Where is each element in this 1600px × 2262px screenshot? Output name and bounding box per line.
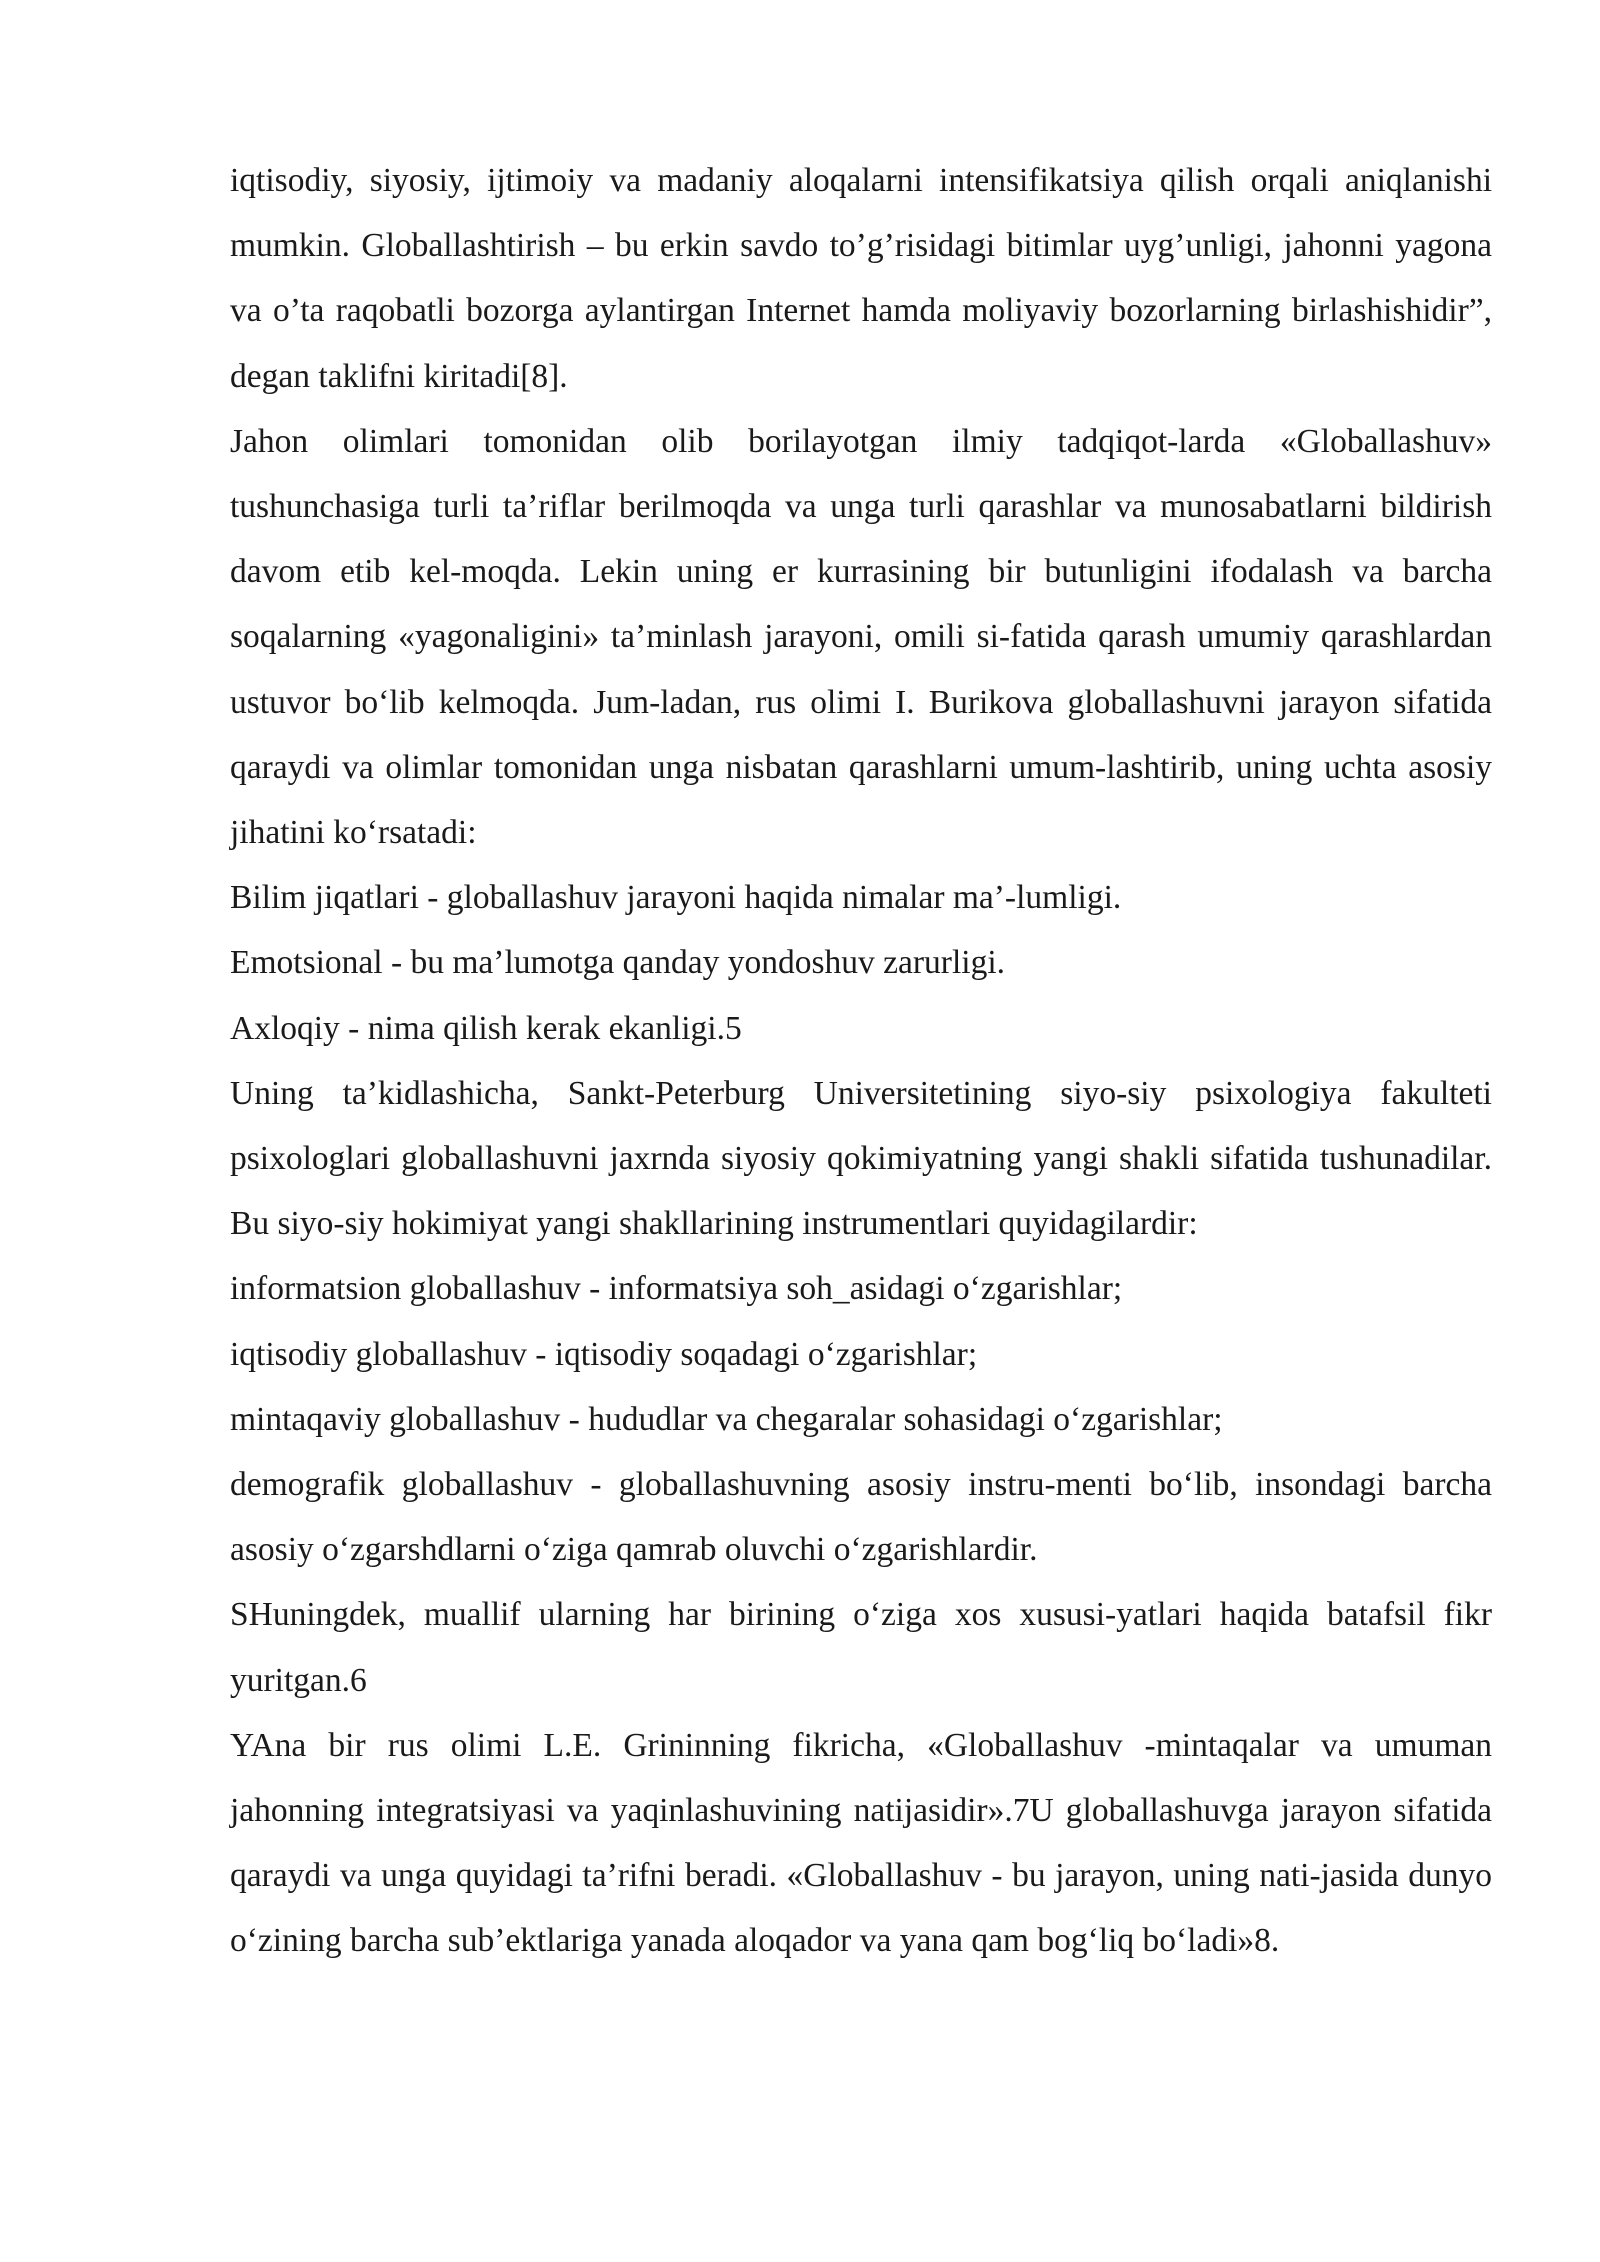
paragraph-informational-globalization: informatsion globallashuv - informatsiya soh_asidagi o‘zgarishlar; [230,1270,1123,1308]
paragraph-grinin-opinion: YAna bir rus olimi L.E. Grininning fikricha, «Globallashuv -mintaqalar va umuman jahonning integratsiyasi va yaqinlashuvining natijasidir».7U globallashuvga jarayon sifatida qaraydi va unga quyidagi ta’rifni beradi. «Globallashuv - bu jarayon, uning nati-jasida dunyo o‘zining barcha sub’ektlariga yanada aloqador va yana qam bog‘liq bo‘ladi»8. [230,1726,1492,1960]
paragraph-demographic-globalization: demografik globallashuv - globallashuvning asosiy instru-menti bo‘lib, insondagi barcha asosiy o‘zgarshdlarni o‘ziga qamrab oluvchi o‘zgarishlardir. [230,1466,1492,1569]
paragraph-emotional-aspect: Emotsional - bu ma’lumotga qanday yondoshuv zarurligi. [230,944,1005,982]
paragraph-spb-university: Uning ta’kidlashicha, Sankt-Peterburg Universitetining siyo-siy psixologiya fakulteti psixologlari globallashuvni jaxrnda siyosiy qokimiyatning yangi shakli sifatida tushunadilar. Bu siyo-siy hokimiyat yangi shakllarining instrumentlari quyidagilardir: [230,1074,1492,1243]
paragraph-globallashtirish-definition: iqtisodiy, siyosiy, ijtimoiy va madaniy aloqalarni intensifikatsiya qilish orqali aniqlanishi mumkin. Globallashtirish – bu erkin savdo to’g’risidagi bitimlar uyg’unligi, jahonni yagona va o’ta raqobatli bozorga aylantirgan Internet hamda moliyaviy bozorlarning birlashishidir”, degan taklifni kiritadi[8]. [230,162,1492,395]
paragraph-author-details: SHuningdek, muallif ularning har birining o‘ziga xos xususi-yatlari haqida batafsil fikr yuritgan.6 [230,1596,1492,1699]
document-body [230,148,1492,1974]
paragraph-knowledge-aspect: Bilim jiqatlari - globallashuv jarayoni haqida nimalar ma’-lumligi. [230,879,1122,917]
paragraph-regional-globalization: mintaqaviy globallashuv - hududlar va chegaralar sohasidagi o‘zgarishlar; [230,1400,1223,1438]
paragraph-economic-globalization: iqtisodiy globallashuv - iqtisodiy soqadagi o‘zgarishlar; [230,1335,978,1373]
paragraph-moral-aspect: Axloqiy - nima qilish kerak ekanligi.5 [230,1009,742,1047]
paragraph-world-scholars: Jahon olimlari tomonidan olib borilayotgan ilmiy tadqiqot-larda «Globallashuv» tushunchasiga turli ta’riflar berilmoqda va unga turli qarashlar va munosabatlarni bildirish davom etib kel-moqda. Lekin uning er kurrasining bir butunligini ifodalash va barcha soqalarning «yagonaligini» ta’minlash jarayoni, omili si-fatida qarash umumiy qarashlardan ustuvor bo‘lib kelmoqda. Jum-ladan, rus olimi I. Burikova globallashuvni jarayon sifatida qaraydi va olimlar tomonidan unga nisbatan qarashlarni umum-lashtirib, uning uchta asosiy jihatini ko‘rsatadi: [230,422,1492,852]
